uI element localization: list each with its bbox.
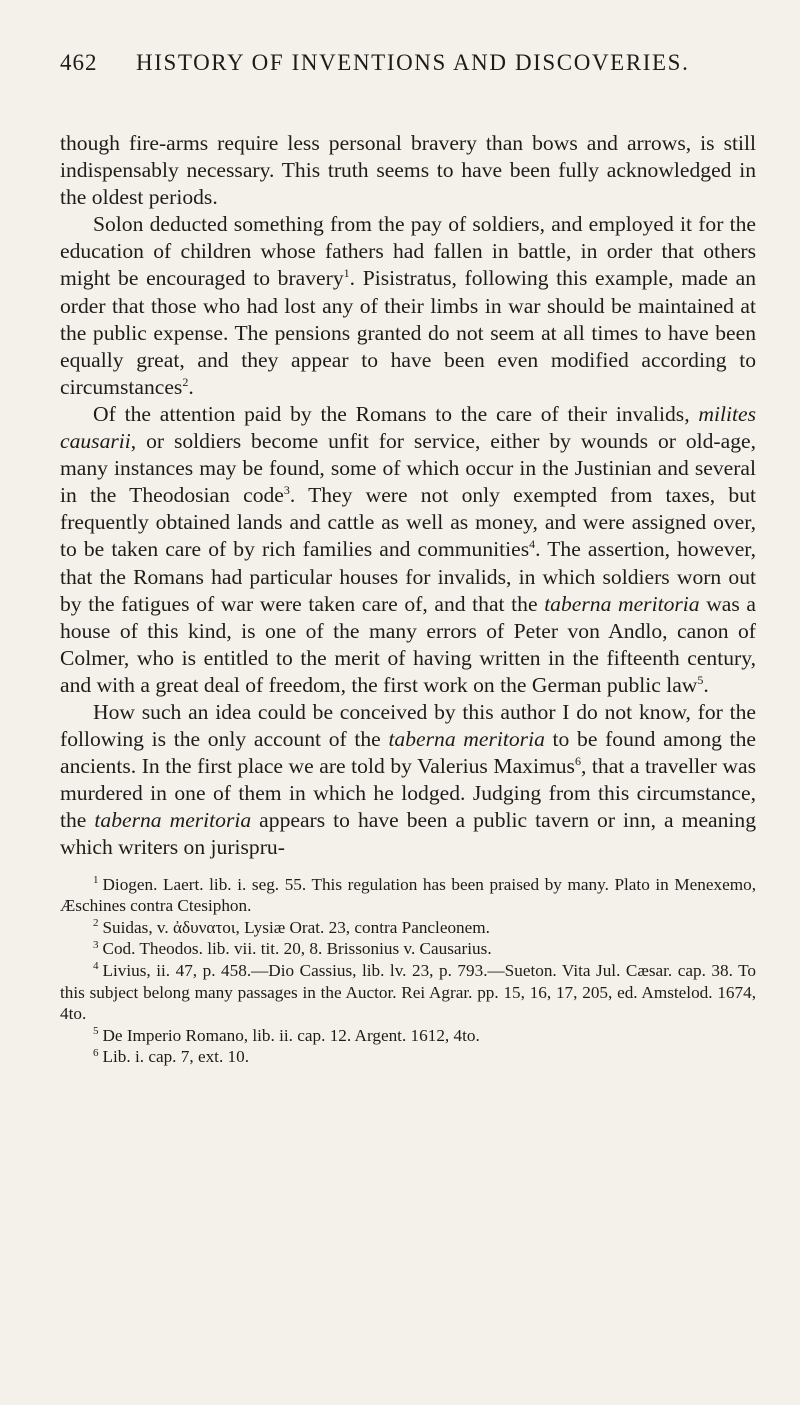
- page-number: 462: [60, 50, 98, 75]
- running-head: HISTORY OF INVENTIONS AND DISCOVERIES.: [136, 50, 690, 75]
- footnote-text: Diogen. Laert. lib. i. seg. 55. This regulation has been praised by many. Plato in Menexemo, Æschines contra Ctesiphon.: [60, 874, 756, 916]
- italic-term: taberna meritoria: [388, 727, 545, 752]
- footnote-text: Lib. i. cap. 7, ext. 10.: [102, 1047, 250, 1067]
- footnote: [60, 917, 756, 939]
- paragraph: [60, 130, 756, 211]
- paragraph-text: .: [703, 672, 709, 697]
- paragraph-text: . Pisistratus, following this example, made an order that those who had lost any of their limbs in war should be maintained at the public expense. The pensions granted do not seem at all times to have been equally great, and they appear to have been even modified according to circumstances: [60, 266, 756, 399]
- paragraph: [60, 401, 756, 699]
- footnote-mark: 3: [93, 938, 99, 951]
- footnote-mark: 6: [93, 1046, 99, 1059]
- footnote-mark: 5: [93, 1024, 99, 1037]
- italic-term: taberna meritoria: [94, 808, 252, 833]
- paragraph-text: How such an idea could be conceived by this author I do not know, for the following is the only account of the: [60, 699, 756, 752]
- paragraph-text: . The assertion, however, that the Romans had particular houses for invalids, in which soldiers worn out by the fatigues of war were taken care of, and that the: [60, 537, 757, 616]
- body-text: [60, 130, 756, 862]
- footnote-mark: 1: [93, 873, 99, 886]
- paragraph-text: . They were not only exempted from taxes, but frequently obtained lands and cattle as well as money, and were assigned over, to be taken care of by rich families and communities: [60, 483, 756, 562]
- footnotes: [60, 874, 756, 1068]
- paragraph-text: was a house of this kind, is one of the many errors of Peter von Andlo, canon of Colmer, who is entitled to the merit of having written in the fifteenth century, and with a great deal of freedom, the first work on the German public law: [60, 591, 756, 697]
- footnote: [60, 960, 756, 1025]
- italic-term: milites causarii: [60, 401, 756, 454]
- footnote-text: Suidas, v. ἀδυνατοι, Lysiæ Orat. 23, contra Pancleonem.: [102, 917, 490, 937]
- paragraph-text: though fire-arms require less personal bravery than bows and arrows, is still indispensably necessary. This truth seems to have been fully acknowledged in the oldest periods.: [60, 131, 756, 210]
- paragraph-text: to be found among the ancients. In the first place we are told by Valerius Maximus: [60, 727, 756, 779]
- footnote: [60, 1025, 756, 1047]
- paragraph-text: , that a traveller was murdered in one of them in which he lodged. Judging from this circumstance, the: [60, 754, 756, 833]
- footnote-reference: 5: [697, 672, 704, 687]
- footnote-reference: 2: [182, 374, 189, 389]
- footnote-text: Cod. Theodos. lib. vii. tit. 20, 8. Brissonius v. Causarius.: [102, 939, 492, 959]
- paragraph-text: Of the attention paid by the Romans to the care of their invalids,: [93, 401, 699, 426]
- paragraph: [60, 699, 756, 862]
- footnote-reference: 4: [529, 537, 536, 552]
- footnote: [60, 938, 756, 960]
- page-header: [60, 50, 756, 94]
- footnote-text: Livius, ii. 47, p. 458.—Dio Cassius, lib. lv. 23, p. 793.—Sueton. Vita Jul. Cæsar. cap. 38. To this subject belong many passages in the Auctor. Rei Agrar. pp. 15, 16, 17, 205, ed. Amstelod. 1674, 4to.: [60, 960, 756, 1024]
- footnote-reference: 6: [574, 753, 581, 768]
- italic-term: taberna meritoria: [544, 591, 700, 616]
- footnote-mark: 4: [93, 960, 99, 973]
- paragraph-text: appears to have been a public tavern or inn, a meaning which writers on jurispru-: [60, 808, 757, 860]
- footnote-reference: 3: [283, 483, 290, 498]
- paragraph-text: .: [188, 374, 194, 399]
- footnote: [60, 1046, 756, 1068]
- paragraph: [60, 211, 756, 401]
- footnote-mark: 2: [93, 916, 99, 929]
- paragraph-text: Solon deducted something from the pay of soldiers, and employed it for the education of children whose fathers had fallen in battle, in order that others might be encouraged to bravery: [60, 212, 756, 291]
- footnote-text: De Imperio Romano, lib. ii. cap. 12. Argent. 1612, 4to.: [102, 1025, 480, 1045]
- footnote-reference: 1: [343, 266, 350, 281]
- footnote: [60, 874, 756, 917]
- paragraph-text: , or soldiers become unfit for service, either by wounds or old-age, many instances may be found, some of which occur in the Justinian and several in the Theodosian code: [60, 429, 756, 508]
